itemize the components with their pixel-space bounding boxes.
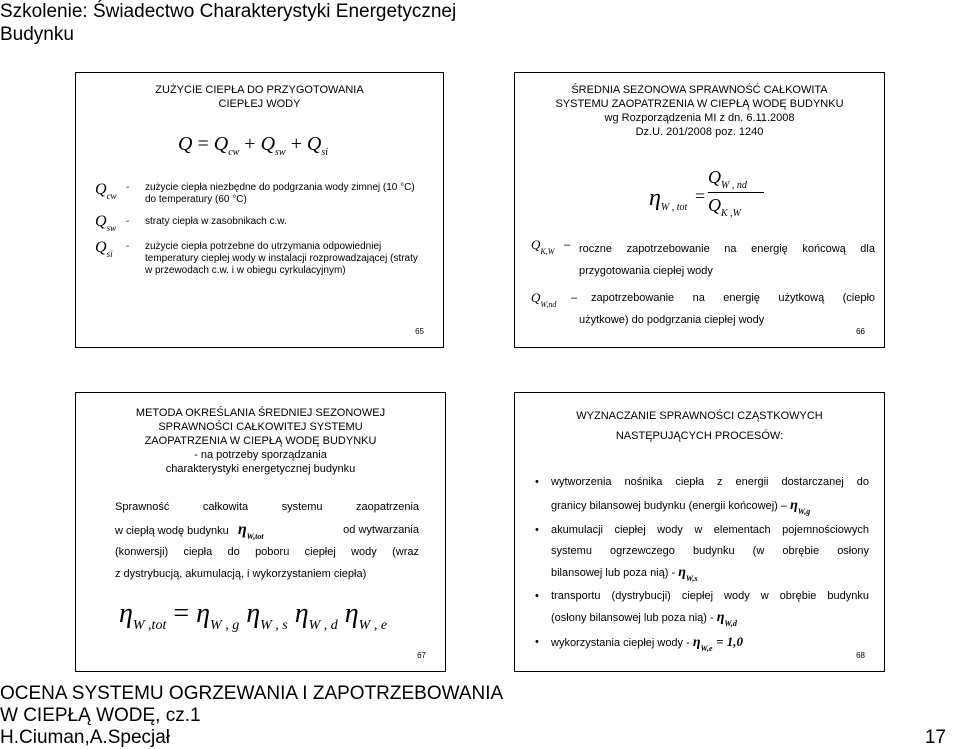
definition-qsi: $Q_{si}$	[95, 239, 113, 259]
equals-sign: =	[695, 186, 706, 206]
document-title-line-1: Szkolenie: Świadectwo Charakterystyki Energetycznej	[0, 1, 457, 22]
definition-qwnd-symbol: $Q_{W,nd}$	[531, 290, 557, 309]
slide-title	[76, 83, 443, 111]
slide-number: 68	[856, 651, 865, 660]
efficiency-equation-eta: $\eta_{W , tot}$	[649, 185, 688, 213]
definition-qkw-text: roczne zapotrzebowanie na energię końcową dla przygotowania ciepłej wody	[579, 243, 875, 277]
fraction-denominator: $Q_{K ,W}$	[708, 195, 741, 219]
eta-symbol: $\eta_{W,tot}$	[237, 521, 264, 541]
definition-qcw: $Q_{cw}$	[95, 181, 117, 201]
slide-68	[514, 392, 885, 672]
eta-symbol: $\eta_{W,g}$	[790, 498, 811, 516]
slide-65	[75, 72, 444, 348]
slide-title: ŚREDNIA SEZONOWA SPRAWNOŚĆ CAŁKOWITA SYSTEMU ZAOPATRZENIA W CIEPŁĄ WODĘ BUDYNKU wg Rozporządzenia MI z dn. 6.11.2008 Dz.U. 201/2008 poz. 1240	[555, 84, 844, 138]
list-item: • wytworzenia nośnika ciepła z energii dostarczanej do granicy bilansowej budynku (energii końcowej) – $\eta_{W,g}$	[551, 471, 869, 523]
footer-line-2: W CIEPŁĄ WODĘ, cz.1	[0, 705, 201, 726]
definition-qsi-text: zużycie ciepła potrzebne do utrzymania odpowiedniej temperatury ciepłej wody w instalacji rozprowadzającej (straty w przewodach c.w. i w obiegu cyrkulacyjnym)	[145, 241, 418, 276]
definition-qcw-text: zużycie ciepła niezbędne do podgrzania wody zimnej (10 °C) do temperatury (60 °C)	[145, 182, 415, 205]
slide-title: METODA OKREŚLANIA ŚREDNIEJ SEZONOWEJ SPRAWNOŚCI CAŁKOWITEJ SYSTEMU ZAOPATRZENIA W CIEPŁĄ WODĘ BUDYNKU - na potrzeby sporządzania charakterystyki energetycznej budynku	[135, 407, 386, 475]
dash: -	[126, 216, 130, 227]
paragraph-line-2: w ciepłą wodę budynku $\eta_{W,tot}$ od wytwarzania	[115, 521, 419, 541]
slide-66	[514, 72, 885, 348]
dash: –	[571, 292, 578, 304]
slide-title-line-1: ZUŻYCIE CIEPŁA DO PRZYGOTOWANIA	[155, 84, 364, 96]
list-item: • akumulacji ciepłej wody w elementach pojemnościowych systemu ogrzewczego budynku (w obrębie osłony bilansowej lub poza nią) - $\eta_{W,s}$	[551, 520, 869, 589]
page-number: 17	[924, 727, 946, 748]
eta-symbol: $\eta_{W,d}$	[716, 610, 737, 628]
slide-number: 66	[856, 327, 865, 336]
list-item: • transportu (dystrybucji) ciepłej wody w obrębie budynku (osłony bilansowej lub poza nią) - $\eta_{W,d}$	[551, 585, 869, 635]
document-title-line-2: Budynku	[0, 24, 74, 45]
document-footer	[0, 683, 503, 749]
slide-number: 65	[415, 327, 424, 336]
dash: -	[126, 241, 130, 252]
paragraph-line-1: Sprawność całkowita systemu zaopatrzenia	[115, 501, 419, 513]
definition-qwnd-text-1: zapotrzebowanie na energię użytkową (ciepło	[591, 292, 875, 304]
slide-number: 67	[417, 651, 426, 660]
list-item: • wykorzystania ciepłej wody - $\eta_{W,e} = 1,0$	[551, 633, 869, 658]
footer-authors: H.Ciuman,A.Specjał	[0, 727, 171, 748]
eta-symbol: $\eta_{W,s}$	[678, 565, 698, 583]
efficiency-product-equation: $\eta_{W ,tot} = \eta_{W , g}$ $\eta_{W , s}$ $\eta_{W , d}$ $\eta_{W , e}$	[119, 598, 388, 633]
dash: –	[564, 239, 571, 251]
definition-qwnd-text-2: użytkowe) do podgrzania ciepłej wody	[579, 314, 765, 326]
heat-equation: $Q = Q_{cw} + Q_{sw} + Q_{si}$	[178, 133, 328, 158]
dash: -	[126, 182, 130, 193]
document-title	[0, 0, 456, 46]
definition-qsw-text: straty ciepła w zasobnikach c.w.	[145, 216, 287, 227]
eta-symbol: $\eta_{W,e} = 1,0$	[692, 634, 744, 653]
fraction-numerator: $Q_{W , nd}$	[708, 167, 747, 191]
slide-67	[75, 392, 446, 672]
paragraph-line-4: z dystrybucją, akumulacją, i wykorzystaniem ciepła)	[115, 568, 367, 580]
footer-line-1: OCENA SYSTEMU OGRZEWANIA I ZAPOTRZEBOWANIA	[0, 683, 504, 704]
slide-title: WYZNACZANIE SPRAWNOŚCI CZĄSTKOWYCH NASTĘPUJĄCYCH PROCESÓW:	[576, 410, 823, 442]
definition-qkw-symbol: $Q_{K,W}$	[531, 237, 555, 256]
definition-qsw: $Q_{sw}$	[95, 213, 117, 233]
slide-title-line-2: CIEPŁEJ WODY	[218, 98, 301, 110]
paragraph-line-3: (konwersji) ciepła do poboru ciepłej wody (wraz	[115, 546, 419, 558]
fraction-bar	[708, 192, 764, 193]
